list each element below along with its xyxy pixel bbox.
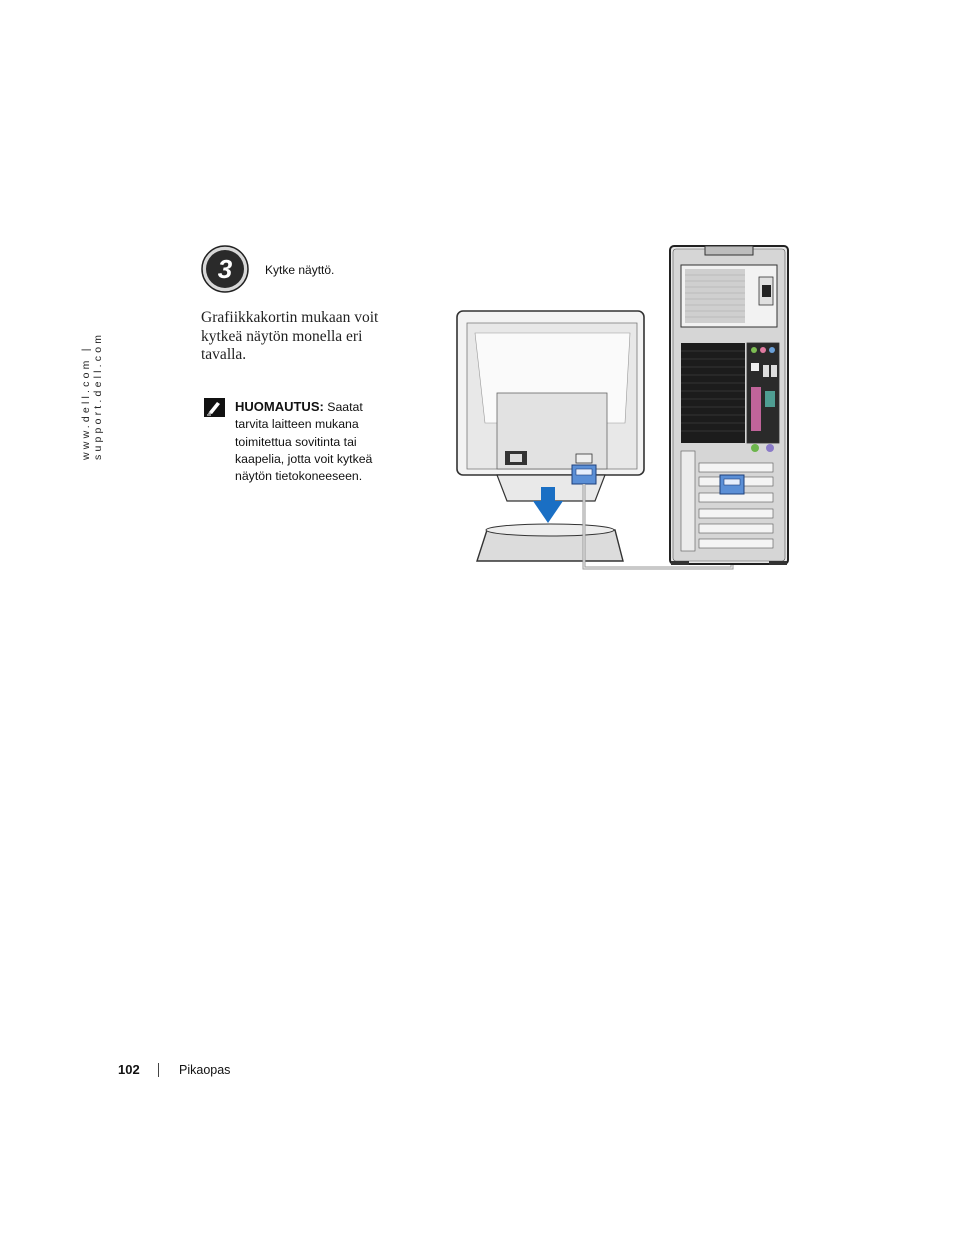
note-label: HUOMAUTUS: xyxy=(235,399,324,414)
side-url: www.dell.com | support.dell.com xyxy=(80,331,104,460)
footer-section-title: Pikaopas xyxy=(179,1063,231,1077)
step-description: Grafiikkakortin mukaan voit kytkeä näytön monella eri tavalla. xyxy=(201,309,379,363)
step-number: 3 xyxy=(217,254,233,284)
note-block xyxy=(235,398,395,485)
note-text: Saatat tarvita laitteen mukana toimitettua sovitinta tai kaapelia, jotta voit kytkeä näytön tietokoneeseen. xyxy=(235,400,373,484)
note-pencil-icon xyxy=(204,398,225,417)
monitor-rear-icon xyxy=(457,311,644,561)
monitor-vga-connector-icon xyxy=(572,465,596,484)
computer-vga-connector-icon xyxy=(720,475,744,494)
computer-tower-rear-icon xyxy=(670,246,788,565)
footer-divider xyxy=(158,1063,159,1077)
monitor-connection-illustration xyxy=(445,243,795,575)
step-title: Kytke näyttö. xyxy=(265,263,335,277)
step-number-icon xyxy=(201,245,249,293)
page-number: 102 xyxy=(118,1062,140,1077)
